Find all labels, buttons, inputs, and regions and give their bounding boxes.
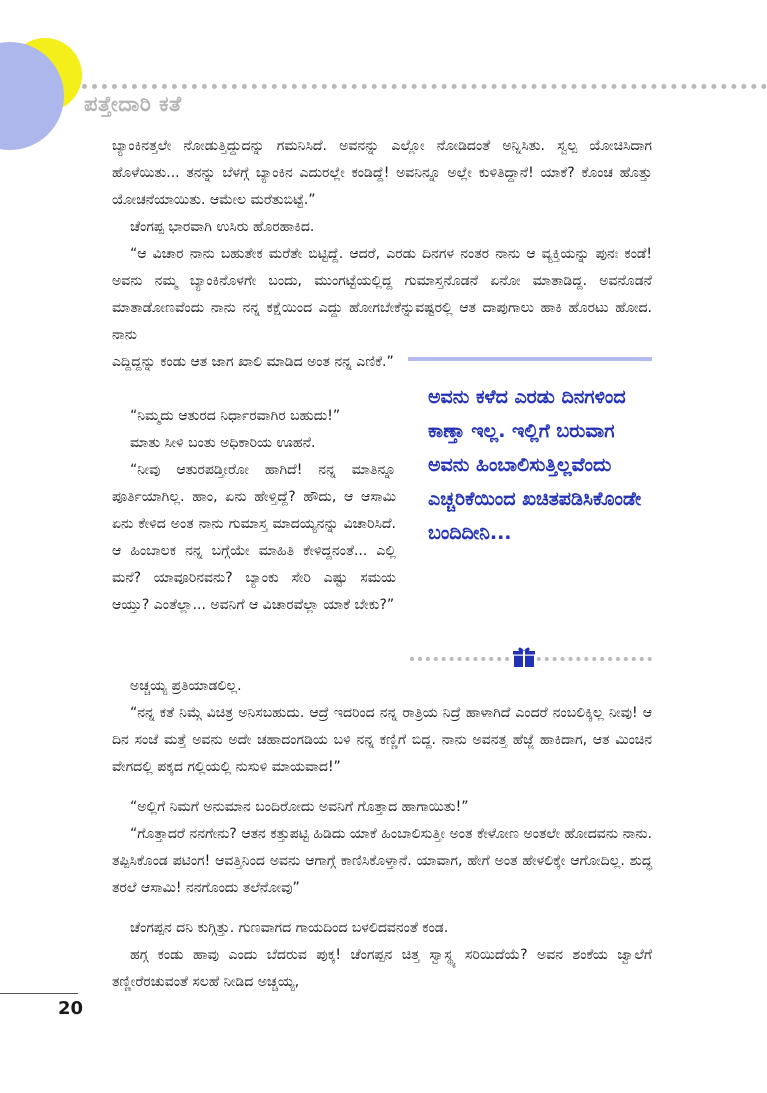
page-number: 20: [58, 998, 84, 1019]
gift-icon: [512, 646, 536, 668]
pullquote-top-rule: [408, 357, 652, 361]
body-paragraph-7: “ಗೊತ್ತಾದರೆ ನನಗೇನು? ಆತನ ಕತ್ತುಪಟ್ಟಿ ಹಿಡಿದು ಯಾಕೆ ಹಿಂಬಾಲಿಸುತ್ತೀ ಅಂತ ಕೇಳೋಣ ಅಂತಲೇ ಹೋದವನು ನಾನು. ತಪ್ಪಿಸಿಕೊಂಡ ಪಟಿಂಗ! ಆವತ್ತಿನಿಂದ ಅವನು ಆಗಾಗ್ಗೆ ಕಾಣಿಸಿಕೊಳ್ತಾನೆ. ಯಾವಾಗ, ಹೇಗೆ ಅಂತ ಹೇಳಲಿಕ್ಕೇ ಆಗೋದಿಲ್ಲ. ಶುದ್ಧ ತರಲೆ ಆಸಾಮಿ! ನನಗೊಂದು ತಲೆನೋವು”: [112, 826, 652, 896]
body-paragraph-5: “ನನ್ನ ಕತೆ ನಿಮ್ಗೆ ವಿಚಿತ್ರ ಅನಿಸಬಹುದು. ಆದ್ರೆ ಇದರಿಂದ ನನ್ನ ರಾತ್ರಿಯ ನಿದ್ರೆ ಹಾಳಾಗಿದೆ ಎಂದರೆ ನಂಬಲಿಕ್ಕಿಲ್ಲ ನೀವು! ಆ ದಿನ ಸಂಜೆ ಮತ್ತೆ ಅವನು ಅದೇ ಚಹಾದಂಗಡಿಯ ಬಳಿ ನನ್ನ ಕಣ್ಣಿಗೆ ಬಿದ್ದ. ನಾನು ಅವನತ್ತ ಹೆಜ್ಜೆ ಹಾಕಿದಾಗ, ಆತ ಮಿಂಚಿನ ವೇಗದಲ್ಲಿ ಪಕ್ಕದ ಗಲ್ಲಿಯಲ್ಲಿ ನುಸುಳಿ ಮಾಯವಾದ!”: [112, 705, 652, 775]
column-paragraph-4: “ನೀವು ಆತುರಪಡ್ತೀರೋ ಹಾಗಿದೆ! ನನ್ನ ಮಾತಿನ್ನೂ ಪೂರ್ತಿಯಾಗಿಲ್ಲ. ಹಾಂ, ಏನು ಹೇಳ್ತಿದ್ದೆ? ಹೌದು, ಆ ಆಸಾಮಿ ಏನು ಕೇಳಿದ ಅಂತ ನಾನು ಗುಮಾಸ್ತ ಮಾದಯ್ಯನನ್ನು ವಿಚಾರಿಸಿದೆ. ಆ ಹಿಂಬಾಲಕ ನನ್ನ ಬಗ್ಗೆಯೇ ಮಾಹಿತಿ ಕೇಳಿದ್ದನಂತೆ... ಎಲ್ಲಿ ಮನೆ? ಯಾವೂರಿನವನು? ಬ್ಯಾಂಕು ಸೇರಿ ಎಷ್ಟು ಸಮಯ ಆಯ್ತು? ಎಂತೆಲ್ಲಾ... ಅವನಿಗೆ ಆ ವಿಚಾರವೆಲ್ಲಾ ಯಾಕೆ ಬೇಕು?”: [112, 462, 396, 613]
body-paragraph-9: ಹಗ್ಗ ಕಂಡು ಹಾವು ಎಂದು ಬೆದರುವ ಪುಕ್ಕ! ಚೆಂಗಪ್ಪನ ಚಿತ್ತ ಸ್ವಾಸ್ಥ್ಯ ಸರಿಯಿದೆಯೆ? ಅವನ ಶಂಕೆಯ ಜ್ವಾಲೆಗೆ ತಣ್ಣೀರೆರಚುವಂತೆ ಸಲಹೆ ನೀಡಿದ ಅಚ್ಚಯ್ಯ,: [112, 947, 652, 990]
column-paragraph-1: ಎದ್ದಿದ್ದನ್ನು ಕಂಡು ಆತ ಜಾಗ ಖಾಲಿ ಮಾಡಿದ ಅಂತ ನನ್ನ ಎಣಿಕೆ.”: [112, 354, 394, 370]
body-paragraph-3: “ಆ ವಿಚಾರ ನಾನು ಬಹುತೇಕ ಮರೆತೇ ಬಿಟ್ಟಿದ್ದೆ. ಆದರೆ, ಎರಡು ದಿನಗಳ ನಂತರ ನಾನು ಆ ವ್ಯಕ್ತಿಯನ್ನು ಪುನಃ ಕಂಡೆ! ಅವನು ನಮ್ಮ ಬ್ಯಾಂಕಿನೊಳಗೇ ಬಂದು, ಮುಂಗಟ್ಟೆಯಲ್ಲಿದ್ದ ಗುಮಾಸ್ತನೊಡನೆ ಏನೋ ಮಾತಾಡಿದ್ದ. ಅವನೊಡನೆ ಮಾತಾಡೋಣವೆಂದು ನಾನು ನನ್ನ ಕಕ್ಷೆಯಿಂದ ಎದ್ದು ಹೋಗಬೇಕೆನ್ನುವಷ್ಟರಲ್ಲಿ ಆತ ದಾಪುಗಾಲು ಹಾಕಿ ಹೊರಟು ಹೋದ. ನಾನು: [112, 246, 652, 343]
column-paragraph-3: ಮಾತು ಸೀಳಿ ಬಂತು ಅಧಿಕಾರಿಯ ಊಹನೆ.: [130, 435, 316, 451]
header-dotted-rule: [82, 84, 767, 89]
body-paragraph-8: ಚೆಂಗಪ್ಪನ ದನಿ ಕುಗ್ಗಿತ್ತು. ಗುಣವಾಗದ ಗಾಯದಿಂದ ಬಳಲಿದವನಂತೆ ಕಂಡ.: [130, 920, 449, 936]
pullquote-text: ಅವನು ಕಳೆದ ಎರಡು ದಿನಗಳಿಂದ ಕಾಣ್ತಾ ಇಲ್ಲ. ಇಲ್ಲಿಗೆ ಬರುವಾಗ ಅವನು ಹಿಂಬಾಲಿಸುತ್ತಿಲ್ಲವೆಂದು ಎಚ್ಚರಿಕೆಯಿಂದ ಖಚಿತಪಡಿಸಿಕೊಂಡೇ ಬಂದಿದೀನಿ...: [428, 386, 642, 544]
body-paragraph-6: “ಅಲ್ಲಿಗೆ ನಿಮಗೆ ಅನುಮಾನ ಬಂದಿರೋದು ಅವನಿಗೆ ಗೊತ್ತಾದ ಹಾಗಾಯಿತು!”: [130, 799, 469, 815]
body-paragraph-4: ಅಚ್ಚಯ್ಯ ಪ್ರತಿಯಾಡಲಿಲ್ಲ.: [130, 678, 242, 694]
column-paragraph-2: “ನಿಮ್ಮದು ಆತುರದ ನಿರ್ಧಾರವಾಗಿರ ಬಹುದು!”: [130, 408, 341, 424]
body-paragraph-2: ಚೆಂಗಪ್ಪ ಭಾರವಾಗಿ ಉಸಿರು ಹೊರಹಾಕಿದ.: [130, 219, 315, 235]
section-title: ಪತ್ತೇದಾರಿ ಕತೆ: [84, 92, 182, 116]
body-paragraph-1: ಬ್ಯಾಂಕಿನತ್ತಲೇ ನೋಡುತ್ತಿದ್ದುದನ್ನು ಗಮನಿಸಿದೆ. ಅವನನ್ನು ಎಲ್ಲೋ ನೋಡಿದಂತೆ ಅನ್ನಿಸಿತು. ಸ್ವಲ್ಪ ಯೋಚಿಸಿದಾಗ ಹೊಳೆಯಿತು... ತನನ್ನು ಬೆಳಗ್ಗೆ ಬ್ಯಾಂಕಿನ ಎದುರಲ್ಲೇ ಕಂಡಿದ್ದೆ! ಅವನಿನ್ನೂ ಅಲ್ಲೇ ಕುಳಿತಿದ್ದಾನೆ! ಯಾಕೆ? ಕೊಂಚ ಹೊತ್ತು ಯೋಚನೆಯಾಯಿತು. ಆಮೇಲ ಮರೆತುಬಿಟ್ಟೆ.”: [112, 138, 652, 208]
footer-rule: [0, 993, 78, 994]
